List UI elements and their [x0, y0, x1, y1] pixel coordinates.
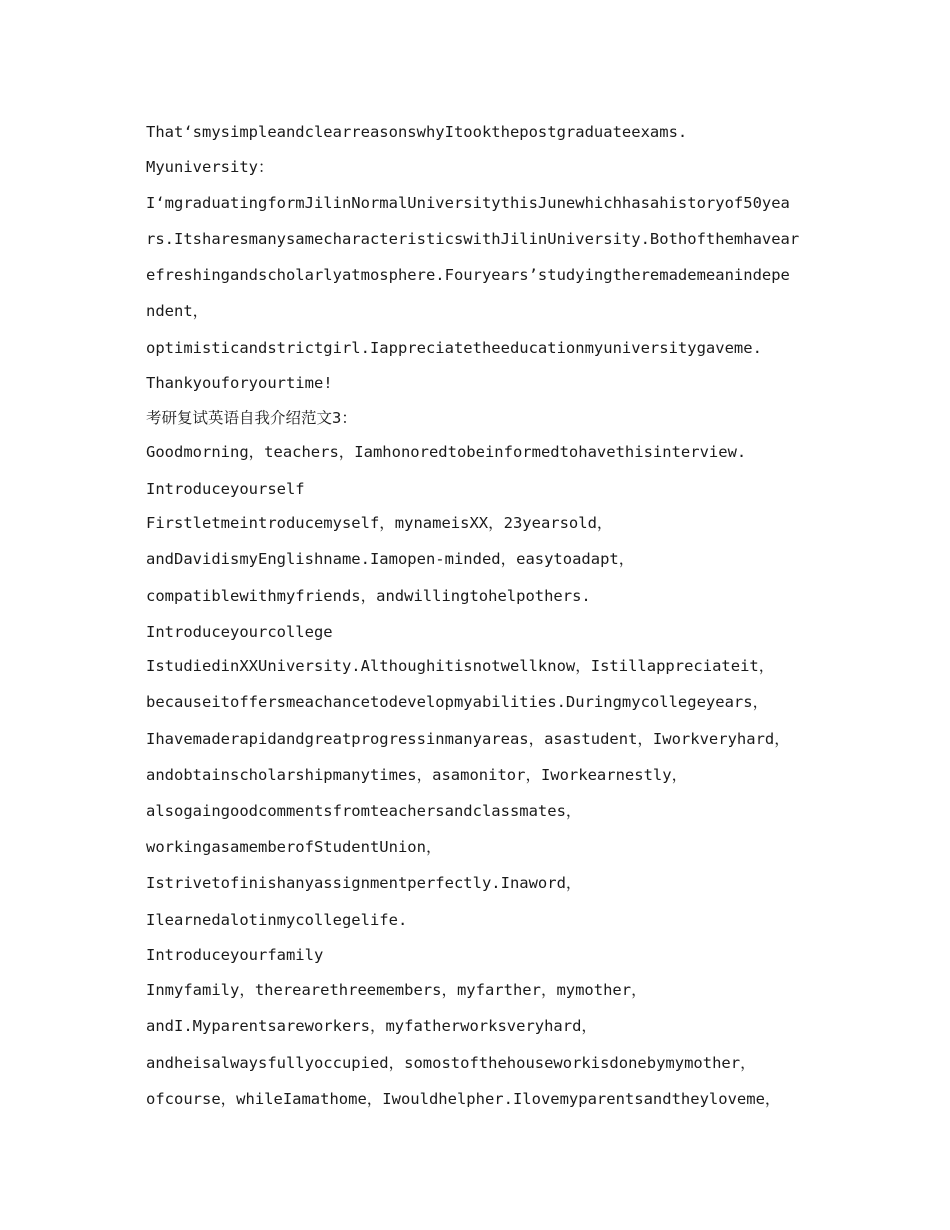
text-line: Firstletmeintroducemyself，mynameisXX，23yearsold，	[146, 514, 613, 532]
text-line: Istrivetofinishanyassignmentperfectly.Inaword，	[146, 874, 582, 892]
text-line: Thankyouforyourtime!	[146, 374, 333, 392]
text-line: Myuniversity：	[146, 158, 274, 176]
text-line: Goodmorning，teachers，Iamhonoredtobeinformedtohavethisinterview.	[146, 443, 747, 461]
text-line: andobtainscholarshipmanytimes，asamonitor，Iworkearnestly，	[146, 766, 688, 784]
text-line: rs.ItsharesmanysamecharacteristicswithJilinUniversity.Bothofthemhavear	[146, 230, 800, 248]
text-line: alsogaingoodcommentsfromteachersandclassmates，	[146, 802, 582, 820]
text-line: ofcourse，whileIamathome，Iwouldhelpher.Ilovemyparentsandtheyloveme，	[146, 1090, 781, 1108]
text-line: andheisalwaysfullyoccupied，somostofthehouseworkisdonebymymother，	[146, 1054, 756, 1072]
text-line: IstudiedinXXUniversity.Althoughitisnotwellknow，Istillappreciateit，	[146, 657, 775, 675]
text-line: I‘mgraduatingformJilinNormalUniversitythisJunewhichhasahistoryof50yea	[146, 194, 790, 212]
text-line: Ihavemaderapidandgreatprogressinmanyareas，asastudent，Iworkveryhard，	[146, 730, 790, 748]
text-line: Inmyfamily，therearethreemembers，myfarther，mymother，	[146, 981, 647, 999]
text-line: becauseitoffersmeachancetodevelopmyabilities.Duringmycollegeyears，	[146, 693, 769, 711]
subheading: Introduceyourfamily	[146, 946, 324, 964]
text-line: ndent，	[146, 302, 209, 320]
text-line: andDavidismyEnglishname.Iamopen-minded，easytoadapt，	[146, 550, 635, 568]
subheading: Introduceyourcollege	[146, 623, 333, 641]
text-line: That‘smysimpleandclearreasonswhyItookthepostgraduateexams.	[146, 123, 688, 141]
text-line: Ilearnedalotinmycollegelife.	[146, 911, 408, 929]
text-line: workingasamemberofStudentUnion，	[146, 838, 442, 856]
text-line: efreshingandscholarlyatmosphere.Fouryears’studyingtheremademeanindepe	[146, 266, 790, 284]
text-line: optimisticandstrictgirl.Iappreciatetheeducationmyuniversitygaveme.	[146, 339, 762, 357]
subheading: Introduceyourself	[146, 480, 305, 498]
section-heading: 考研复试英语自我介绍范文3：	[146, 409, 357, 427]
text-line: compatiblewithmyfriends，andwillingtohelpothers.	[146, 587, 591, 605]
text-line: andI.Myparentsareworkers，myfatherworksveryhard，	[146, 1017, 597, 1035]
